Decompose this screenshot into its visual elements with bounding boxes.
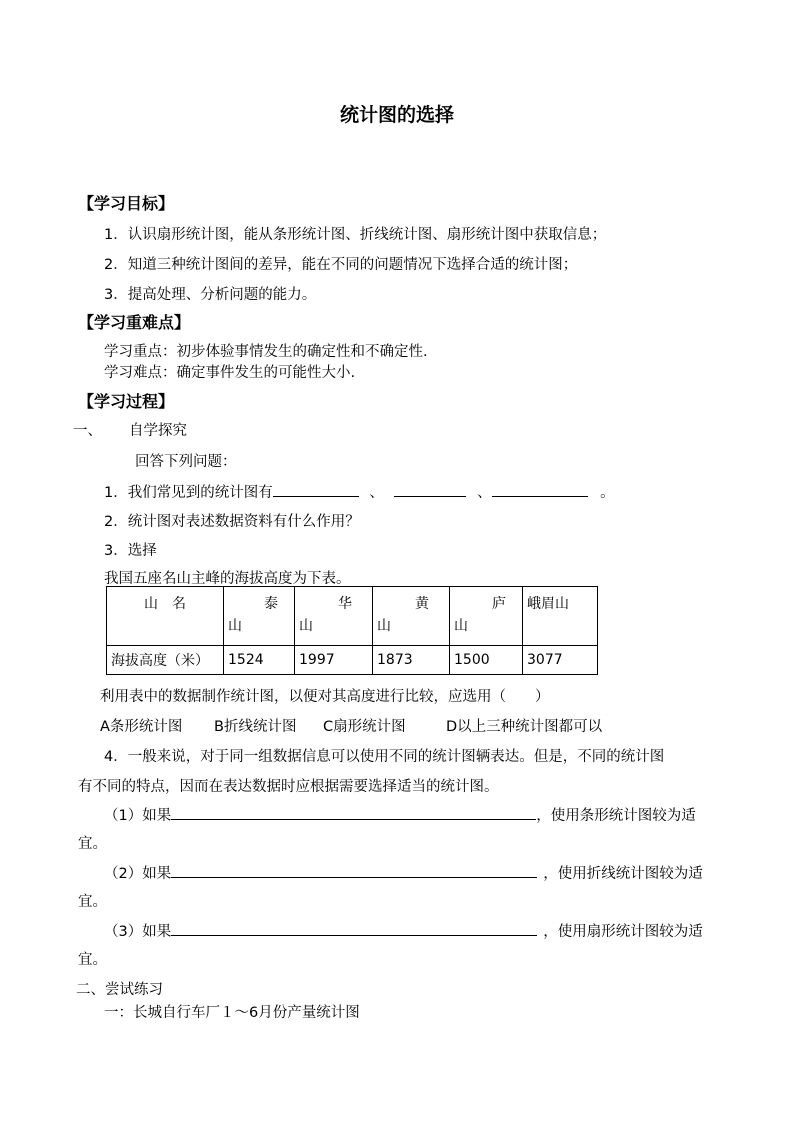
fill-continuation: 宜。	[78, 836, 107, 852]
fill-prefix: （3）如果	[104, 924, 172, 940]
period: 。	[600, 485, 615, 501]
key-focus: 学习重点：初步体验事情发生的确定性和不确定性.	[104, 344, 428, 360]
row-label-cell: 海拔高度（米）	[107, 646, 224, 675]
height-cell: 1500	[450, 646, 523, 675]
mountain-name-top: 黄	[415, 596, 429, 612]
blank-chart-type-3[interactable]	[492, 482, 588, 497]
table-header-cell	[373, 587, 450, 646]
table-row	[107, 587, 598, 646]
fill-item-2	[104, 862, 703, 883]
table-row	[107, 646, 598, 675]
header-label: 山 名	[144, 596, 186, 612]
blank-chart-type-2[interactable]	[394, 482, 466, 497]
key-difficulty: 学习难点：确定事件发生的可能性大小.	[104, 365, 356, 381]
mountain-name-top: 泰	[264, 596, 278, 612]
option-a[interactable]: A条形统计图	[100, 719, 183, 735]
part1-number: 一、	[73, 423, 102, 439]
fill-prefix: （2）如果	[104, 866, 172, 882]
question-1	[104, 481, 615, 502]
blank-condition-2[interactable]	[171, 863, 537, 878]
fill-prefix: （1）如果	[104, 808, 172, 824]
goal-item-2: 2．知道三种统计图间的差异，能在不同的问题情况下选择合适的统计图；	[104, 257, 578, 273]
goal-item-3: 3．提高处理、分析问题的能力。	[104, 287, 317, 303]
question-4-line-1: 4．一般来说，对于同一组数据信息可以使用不同的统计图辆表达。但是，不同的统计图	[104, 749, 665, 765]
question-1-text: 1．我们常见到的统计图有	[104, 485, 273, 501]
height-cell: 1997	[295, 646, 373, 675]
mountain-name-bottom: 山	[454, 618, 468, 634]
choice-question: 利用表中的数据制作统计图，以便对其高度进行比较，应选用（ ）	[100, 689, 550, 705]
fill-suffix: ，使用折线统计图较为适	[543, 866, 703, 882]
fill-item-1	[104, 804, 696, 825]
mountain-name-bottom: 山	[228, 618, 242, 634]
fill-suffix: ，使用扇形统计图较为适	[543, 924, 703, 940]
goals-heading: 【学习目标】	[78, 194, 175, 213]
question-3: 3．选择	[104, 543, 157, 559]
height-cell: 3077	[523, 646, 598, 675]
table-header-cell	[224, 587, 295, 646]
key-points-heading: 【学习重难点】	[78, 313, 191, 332]
mountain-name-bottom: 山	[377, 618, 391, 634]
table-header-cell	[107, 587, 224, 646]
separator: 、	[477, 485, 492, 501]
option-d[interactable]: D以上三种统计图都可以	[446, 719, 603, 735]
option-b[interactable]: B折线统计图	[214, 719, 297, 735]
mountain-name-bottom: 山	[299, 618, 313, 634]
blank-chart-type-1[interactable]	[273, 482, 359, 497]
question-4-line-2: 有不同的特点，因而在表达数据时应根据需要选择适当的统计图。	[78, 779, 499, 795]
height-cell: 1873	[373, 646, 450, 675]
process-heading: 【学习过程】	[78, 392, 175, 411]
mountain-name-top: 峨眉山	[527, 596, 569, 612]
blank-condition-1[interactable]	[171, 805, 536, 820]
blank-condition-3[interactable]	[171, 921, 537, 936]
fill-continuation: 宜。	[78, 952, 107, 968]
table-intro: 我国五座名山主峰的海拔高度为下表。	[104, 571, 351, 587]
height-cell: 1524	[224, 646, 295, 675]
fill-item-3	[104, 920, 703, 941]
separator: 、	[369, 485, 384, 501]
mountain-height-table	[106, 586, 598, 675]
fill-continuation: 宜。	[78, 894, 107, 910]
table-header-cell	[450, 587, 523, 646]
practice-item-1: 一：长城自行车厂１～6月份产量统计图	[104, 1005, 360, 1021]
table-header-cell	[523, 587, 598, 646]
fill-suffix: ，使用条形统计图较为适	[536, 808, 696, 824]
page-title: 统计图的选择	[339, 104, 454, 126]
table-header-cell	[295, 587, 373, 646]
mountain-name-top: 庐	[492, 596, 506, 612]
option-c[interactable]: C扇形统计图	[323, 719, 406, 735]
answer-prompt: 回答下列问题：	[135, 454, 237, 470]
mountain-name-top: 华	[338, 596, 352, 612]
part1-title: 自学探究	[129, 423, 187, 439]
practice-heading: 二、尝试练习	[76, 982, 163, 998]
question-2: 2．统计图对表述数据资料有什么作用？	[104, 514, 360, 530]
goal-item-1: 1．认识扇形统计图，能从条形统计图、折线统计图、扇形统计图中获取信息；	[104, 227, 607, 243]
